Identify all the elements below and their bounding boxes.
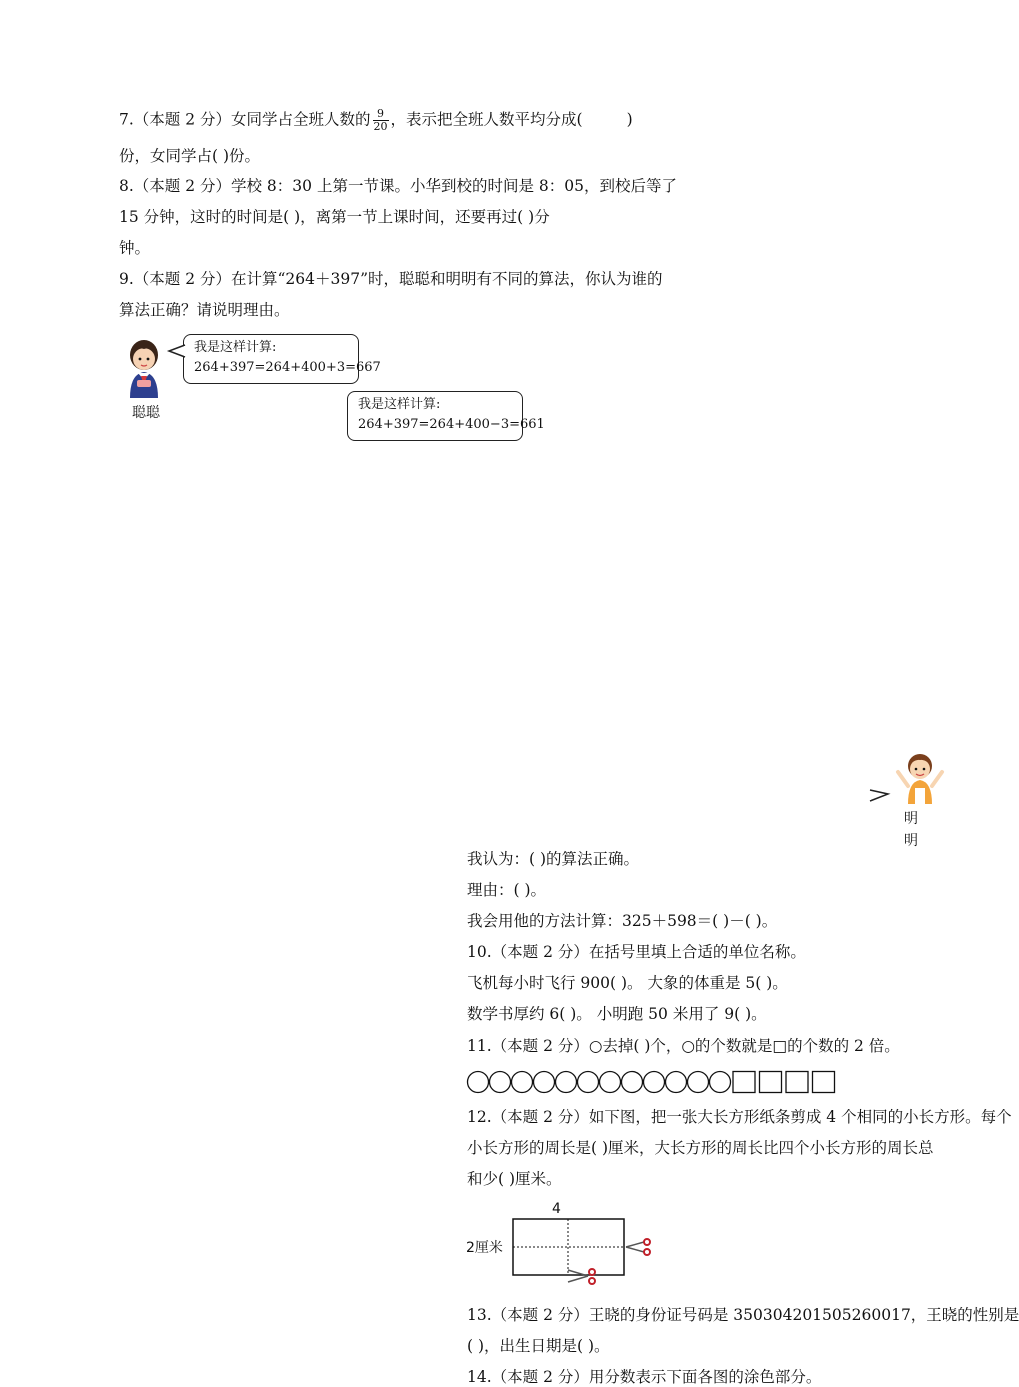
q13-line1: 13.（本题 2 分）王晓的身份证号码是 350304201505260017，王晓的性别是 [467, 1306, 1019, 1324]
circle-shape [622, 1072, 643, 1093]
q9-line1: 9.（本题 2 分）在计算“264＋397”时，聪聪和明明有不同的算法，你认为谁的 [119, 270, 663, 288]
circle-shape [644, 1072, 665, 1093]
q11-shapes-row [467, 1070, 819, 1094]
circle-shape [512, 1072, 533, 1093]
circle-shape [600, 1072, 621, 1093]
boy-congcong-illustration [120, 336, 168, 400]
circle-shape [710, 1072, 731, 1093]
q8-line3: 钟。 [119, 239, 151, 257]
q7-text-c: ) [626, 110, 633, 129]
circle-shape [490, 1072, 511, 1093]
q9-answer1: 我认为：( )的算法正确。 [467, 850, 640, 868]
q9-answer2: 理由：( )。 [467, 881, 547, 899]
q12-line1: 12.（本题 2 分）如下图，把一张大长方形纸条剪成 4 个相同的小长方形。每个 [467, 1108, 1012, 1126]
square-shape [733, 1072, 755, 1093]
scissors-icon [626, 1239, 650, 1255]
q10-line3: 数学书厚约 6( )。 小明跑 50 米用了 9( )。 [467, 1005, 767, 1023]
circle-shape [468, 1072, 489, 1093]
congcong-bubble-line2: 264+397=264+400+3=667 [194, 360, 381, 375]
circle-shape [556, 1072, 577, 1093]
q10-line1: 10.（本题 2 分）在括号里填上合适的单位名称。 [467, 943, 806, 961]
q14-line1: 14.（本题 2 分）用分数表示下面各图的涂色部分。 [467, 1368, 822, 1386]
square-shape [786, 1072, 808, 1093]
circle-shape [666, 1072, 687, 1093]
q10-line2: 飞机每小时飞行 900( )。 大象的体重是 5( )。 [467, 974, 788, 992]
square-shape [760, 1072, 782, 1093]
congcong-bubble-line1: 我是这样计算: [194, 340, 277, 355]
square-shape [813, 1072, 835, 1093]
q9-line2: 算法正确？请说明理由。 [119, 301, 290, 319]
q8-line2: 15 分钟，这时的时间是( )，离第一节上课时间，还要再过( )分 [119, 208, 550, 226]
q8-line1: 8.（本题 2 分）学校 8：30 上第一节课。小华到校的时间是 8：05，到校后等了 [119, 177, 677, 195]
q13-line2: ( )，出生日期是( )。 [467, 1337, 610, 1355]
q7-line2: 份，女同学占( )份。 [119, 147, 261, 165]
bubble-tail-left [168, 344, 186, 358]
circle-shape [578, 1072, 599, 1093]
congcong-name: 聪聪 [132, 405, 160, 421]
fraction-numerator: 9 [373, 108, 389, 121]
mingming-bubble-line1: 我是这样计算: [358, 397, 441, 412]
rectangle-cut-diagram [508, 1216, 658, 1288]
fraction [373, 108, 389, 133]
q9-answer3: 我会用他的方法计算：325＋598＝( )－( )。 [467, 912, 778, 930]
rectangle-width-label: 4 [552, 1201, 561, 1217]
circle-shape [688, 1072, 709, 1093]
mingming-speech-bubble [347, 391, 1019, 1386]
mingming-bubble-line2: 264+397=264+400−3=661 [358, 417, 545, 432]
rectangle-height-label: 2厘米 [466, 1240, 503, 1256]
q7-text-b: ，表示把全班人数平均分成( [390, 110, 583, 129]
bubble-tail-right [868, 788, 890, 804]
fraction-denominator: 20 [373, 120, 388, 133]
q12-line2: 小长方形的周长是( )厘米，大长方形的周长比四个小长方形的周长总 [467, 1139, 934, 1157]
circle-shape [534, 1072, 555, 1093]
q7-text-a: 7.（本题 2 分）女同学占全班人数的 [119, 110, 371, 129]
q7-line1 [119, 108, 633, 133]
congcong-speech-bubble [183, 334, 381, 384]
q11-line1: 11.（本题 2 分）○去掉( )个，○的个数就是□的个数的 2 倍。 [467, 1037, 900, 1055]
boy-mingming-illustration [894, 750, 946, 806]
mingming-name: 明明 [904, 811, 918, 849]
q12-line3: 和少( )厘米。 [467, 1170, 562, 1188]
